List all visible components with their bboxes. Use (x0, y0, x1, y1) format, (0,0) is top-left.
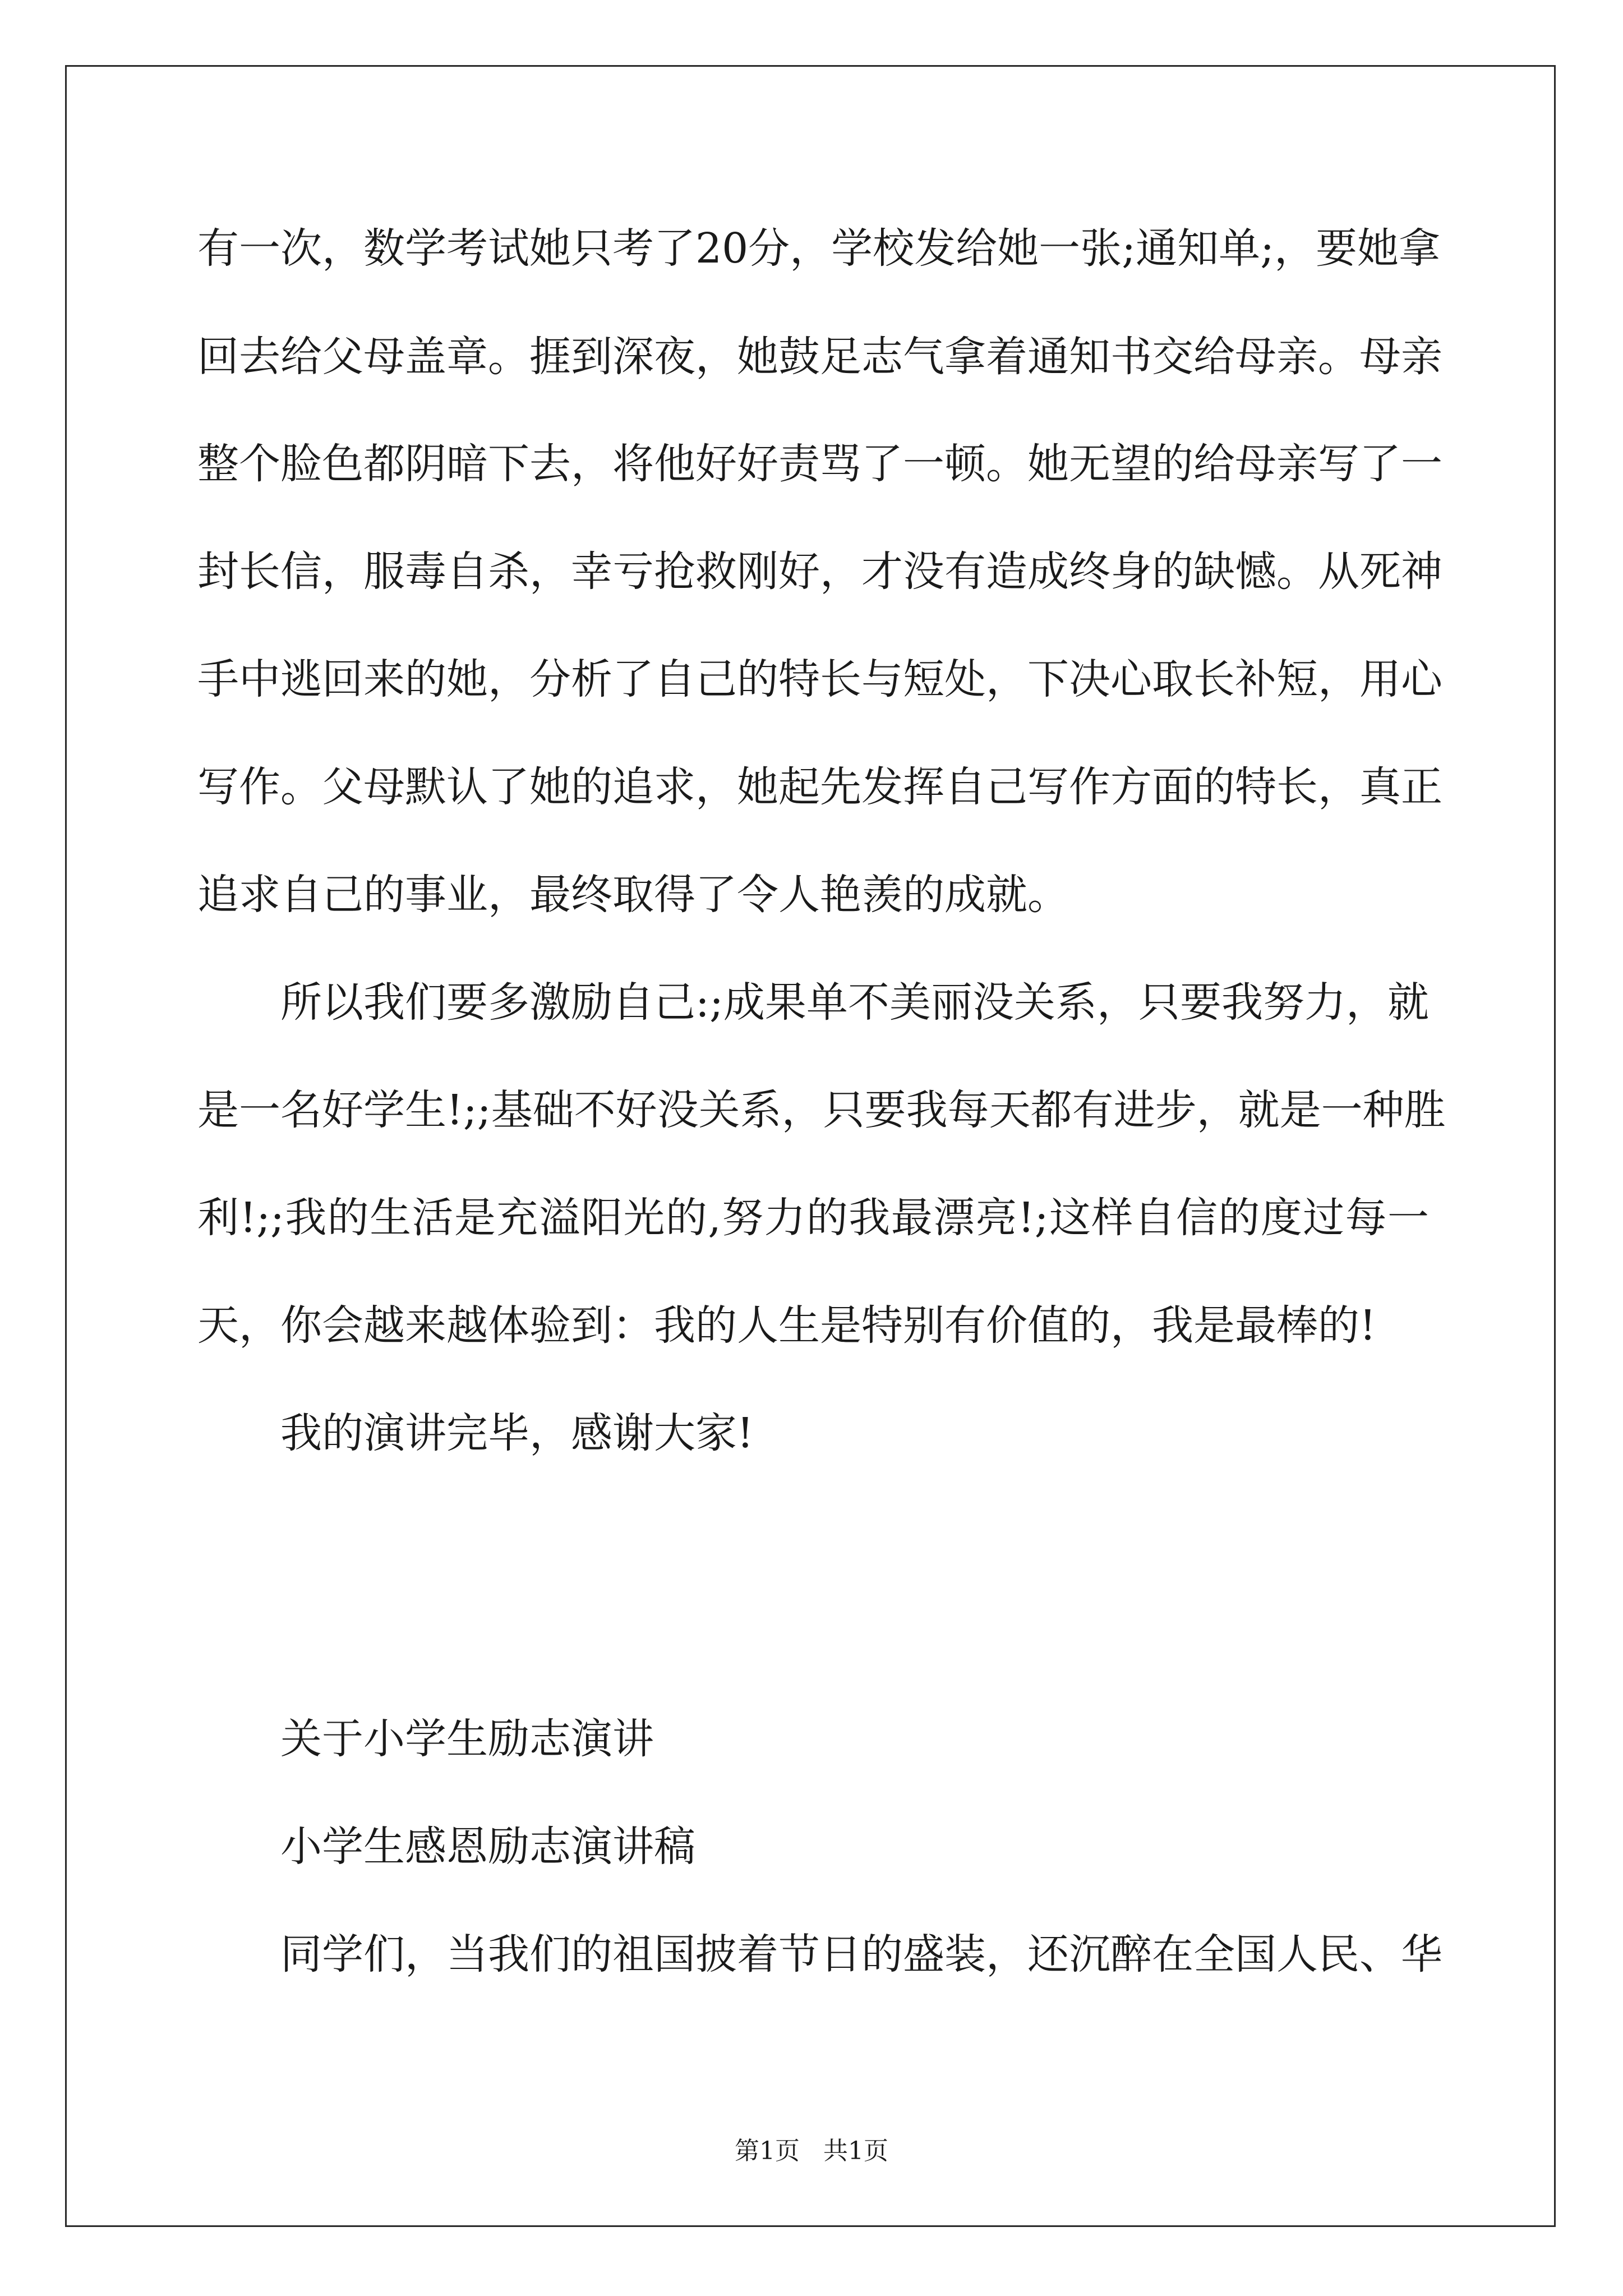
body-line-9: 是一名好学生!;;基础不好没关系，只要我每天都有进步，就是一种胜 (197, 1086, 1446, 1134)
page-number-footer: 第1页 共1页 (735, 2137, 888, 2165)
body-line-7: 追求自己的事业，最终取得了令人艳羡的成就。 (197, 871, 1069, 919)
body-line-5: 手中逃回来的她，分析了自己的特长与短处，下决心取长补短，用心 (197, 655, 1442, 703)
body-line-3: 整个脸色都阴暗下去，将他好好责骂了一顿。她无望的给母亲写了一 (197, 440, 1442, 488)
page-border (65, 65, 1556, 2227)
section-title-1: 关于小学生励志演讲 (280, 1715, 654, 1763)
body-line-4: 封长信，服毒自杀，幸亏抢救刚好，才没有造成终身的缺憾。从死神 (197, 547, 1442, 596)
body-line-2: 回去给父母盖章。捱到深夜，她鼓足志气拿着通知书交给母亲。母亲 (197, 333, 1442, 381)
body-line-last: 同学们，当我们的祖国披着节日的盛装，还沉醉在全国人民、华 (280, 1930, 1442, 1978)
closing-line: 我的演讲完毕，感谢大家! (280, 1409, 754, 1457)
body-line-11: 天，你会越来越体验到：我的人生是特别有价值的，我是最棒的! (197, 1301, 1376, 1350)
body-line-1: 有一次，数学考试她只考了20分，学校发给她一张;通知单;，要她拿 (197, 224, 1441, 273)
section-title-2: 小学生感恩励志演讲稿 (280, 1823, 695, 1871)
body-line-8: 所以我们要多激励自己:;成果单不美丽没关系，只要我努力，就 (280, 978, 1429, 1027)
body-line-6: 写作。父母默认了她的追求，她起先发挥自己写作方面的特长，真正 (197, 763, 1442, 811)
body-line-10: 利!;;我的生活是充溢阳光的,努力的我最漂亮!;这样自信的度过每一 (197, 1194, 1429, 1242)
